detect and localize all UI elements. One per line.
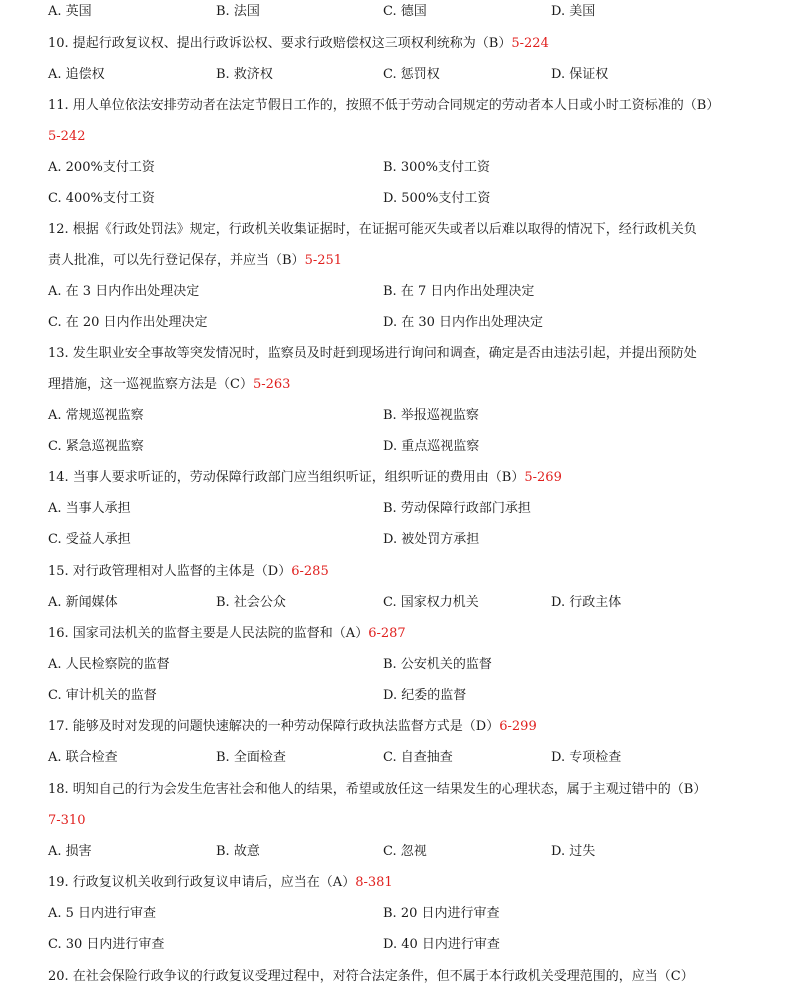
page-reference: 7-310 xyxy=(48,813,86,828)
page-reference: 6-287 xyxy=(368,626,406,641)
option-a: A. 人民检察院的监督 xyxy=(48,657,170,672)
options-row xyxy=(48,313,767,333)
question-13 xyxy=(48,344,767,364)
option-b: B. 300%支付工资 xyxy=(383,160,490,175)
question-text: 11. 用人单位依法安排劳动者在法定节假日工作的，按照不低于劳动合同规定的劳动者本人日或小时工资标准的（B） xyxy=(48,98,720,113)
options-row xyxy=(48,499,767,519)
page-reference: 5-263 xyxy=(252,377,291,392)
options-row xyxy=(48,65,767,85)
question-17 xyxy=(48,717,767,737)
options-row xyxy=(48,437,767,457)
question-text: 14. 当事人要求听证的，劳动保障行政部门应当组织听证，组织听证的费用由（B） xyxy=(48,470,525,485)
option-a: A. 损害 xyxy=(48,844,92,859)
question-20 xyxy=(48,967,767,987)
option-b: B. 法国 xyxy=(216,4,260,19)
question-text: 10. 提起行政复议权、提出行政诉讼权、要求行政赔偿权这三项权利统称为（B） xyxy=(48,36,512,51)
option-c: C. 自查抽查 xyxy=(383,750,453,765)
options-row xyxy=(48,935,767,955)
option-d: D. 纪委的监督 xyxy=(383,688,467,703)
question-text: 理措施，这一巡视监察方法是（C） xyxy=(48,377,253,392)
question-14 xyxy=(48,468,767,488)
option-d: D. 美国 xyxy=(551,4,596,19)
question-text: 17. 能够及时对发现的问题快速解决的一种劳动保障行政执法监督方式是（D） xyxy=(48,719,500,734)
option-c: C. 在 20 日内作出处理决定 xyxy=(48,315,208,330)
question-16 xyxy=(48,624,767,644)
question-11-continued xyxy=(48,127,767,147)
options-row xyxy=(48,189,767,209)
question-11 xyxy=(48,96,767,116)
question-text: 15. 对行政管理相对人监督的主体是（D） xyxy=(48,564,292,579)
option-d: D. 40 日内进行审查 xyxy=(383,937,500,952)
option-a: A. 联合检查 xyxy=(48,750,118,765)
page-reference: 6-285 xyxy=(291,564,329,579)
option-c: C. 30 日内进行审查 xyxy=(48,937,165,952)
option-c: C. 受益人承担 xyxy=(48,532,131,547)
options-row xyxy=(48,686,767,706)
question-10 xyxy=(48,34,767,54)
option-d: D. 被处罚方承担 xyxy=(383,532,480,547)
page-reference: 6-299 xyxy=(499,719,537,734)
question-18 xyxy=(48,780,767,800)
question-12-continued xyxy=(48,251,767,271)
options-row xyxy=(48,904,767,924)
question-text: 16. 国家司法机关的监督主要是人民法院的监督和（A） xyxy=(48,626,369,641)
option-c: C. 惩罚权 xyxy=(383,67,440,82)
option-a: A. 常规巡视监察 xyxy=(48,408,144,423)
option-b: B. 救济权 xyxy=(216,67,273,82)
question-text: 12. 根据《行政处罚法》规定，行政机关收集证据时，在证据可能灭失或者以后难以取得的情况下，经行政机关负 xyxy=(48,222,697,237)
options-row xyxy=(48,530,767,550)
option-c: C. 忽视 xyxy=(383,844,427,859)
option-a: A. 200%支付工资 xyxy=(48,160,155,175)
option-a: A. 英国 xyxy=(48,4,92,19)
page-reference: 8-381 xyxy=(355,875,393,890)
question-18-continued xyxy=(48,811,767,831)
options-row xyxy=(48,593,767,613)
option-b: B. 在 7 日内作出处理决定 xyxy=(383,284,535,299)
option-d: D. 500%支付工资 xyxy=(383,191,491,206)
question-15 xyxy=(48,562,767,582)
option-d: D. 专项检查 xyxy=(551,750,622,765)
options-row xyxy=(48,842,767,862)
question-text: 19. 行政复议机关收到行政复议申请后，应当在（A） xyxy=(48,875,356,890)
option-b: B. 举报巡视监察 xyxy=(383,408,479,423)
option-c: C. 国家权力机关 xyxy=(383,595,479,610)
option-c: C. 德国 xyxy=(383,4,427,19)
options-row xyxy=(48,748,767,768)
question-text: 13. 发生职业安全事故等突发情况时，监察员及时赶到现场进行询问和调查，确定是否由违法引起，并提出预防处 xyxy=(48,346,697,361)
options-row xyxy=(48,282,767,302)
option-b: B. 20 日内进行审查 xyxy=(383,906,500,921)
option-a: A. 追偿权 xyxy=(48,67,105,82)
option-a: A. 在 3 日内作出处理决定 xyxy=(48,284,200,299)
page-reference: 5-269 xyxy=(524,470,562,485)
option-b: B. 社会公众 xyxy=(216,595,286,610)
option-b: B. 全面检查 xyxy=(216,750,286,765)
question-text: 责人批准，可以先行登记保存，并应当（B） xyxy=(48,253,305,268)
page-reference: 5-242 xyxy=(48,129,86,144)
option-d: D. 保证权 xyxy=(551,67,609,82)
option-c: C. 紧急巡视监察 xyxy=(48,439,144,454)
page-reference: 5-224 xyxy=(511,36,549,51)
option-d: D. 行政主体 xyxy=(551,595,622,610)
option-c: C. 审计机关的监督 xyxy=(48,688,157,703)
question-12 xyxy=(48,220,767,240)
option-d: D. 重点巡视监察 xyxy=(383,439,480,454)
option-b: B. 劳动保障行政部门承担 xyxy=(383,501,531,516)
option-b: B. 公安机关的监督 xyxy=(383,657,492,672)
options-row xyxy=(48,2,767,22)
option-d: D. 过失 xyxy=(551,844,596,859)
option-a: A. 新闻媒体 xyxy=(48,595,118,610)
option-a: A. 5 日内进行审查 xyxy=(48,906,157,921)
option-d: D. 在 30 日内作出处理决定 xyxy=(383,315,544,330)
question-text: 18. 明知自己的行为会发生危害社会和他人的结果，希望或放任这一结果发生的心理状态，属于主观过错中的（B） xyxy=(48,782,707,797)
options-row xyxy=(48,158,767,178)
question-19 xyxy=(48,873,767,893)
option-c: C. 400%支付工资 xyxy=(48,191,155,206)
option-a: A. 当事人承担 xyxy=(48,501,131,516)
page-reference: 5-251 xyxy=(304,253,343,268)
question-text: 20. 在社会保险行政争议的行政复议受理过程中，对符合法定条件，但不属于本行政机关受理范围的，应当（C） xyxy=(48,969,694,984)
options-row xyxy=(48,655,767,675)
options-row xyxy=(48,406,767,426)
option-b: B. 故意 xyxy=(216,844,260,859)
question-13-continued xyxy=(48,375,767,395)
